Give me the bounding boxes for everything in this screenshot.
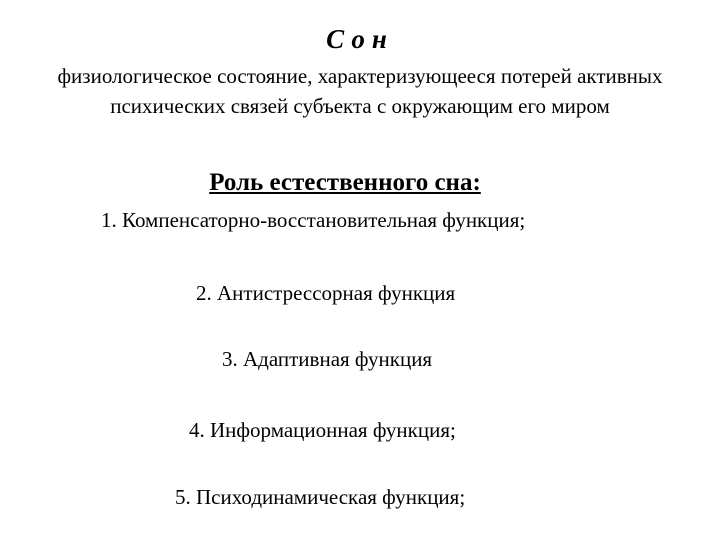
function-item-4: 4. Информационная функция;	[189, 418, 456, 442]
slide-title: Сон	[326, 24, 394, 54]
role-heading: Роль естественного сна:	[209, 169, 481, 196]
function-item-3: 3. Адаптивная функция	[222, 347, 433, 371]
function-item-1: 1. Компенсаторно-восстановительная функция;	[101, 208, 526, 232]
definition-text: физиологическое состояние, характеризующееся потерей активных психических связей субъекта с окружающим его миром	[57, 64, 663, 118]
function-item-2: 2. Антистрессорная функция	[196, 281, 456, 305]
function-item-5: 5. Психодинамическая функция;	[175, 485, 466, 509]
